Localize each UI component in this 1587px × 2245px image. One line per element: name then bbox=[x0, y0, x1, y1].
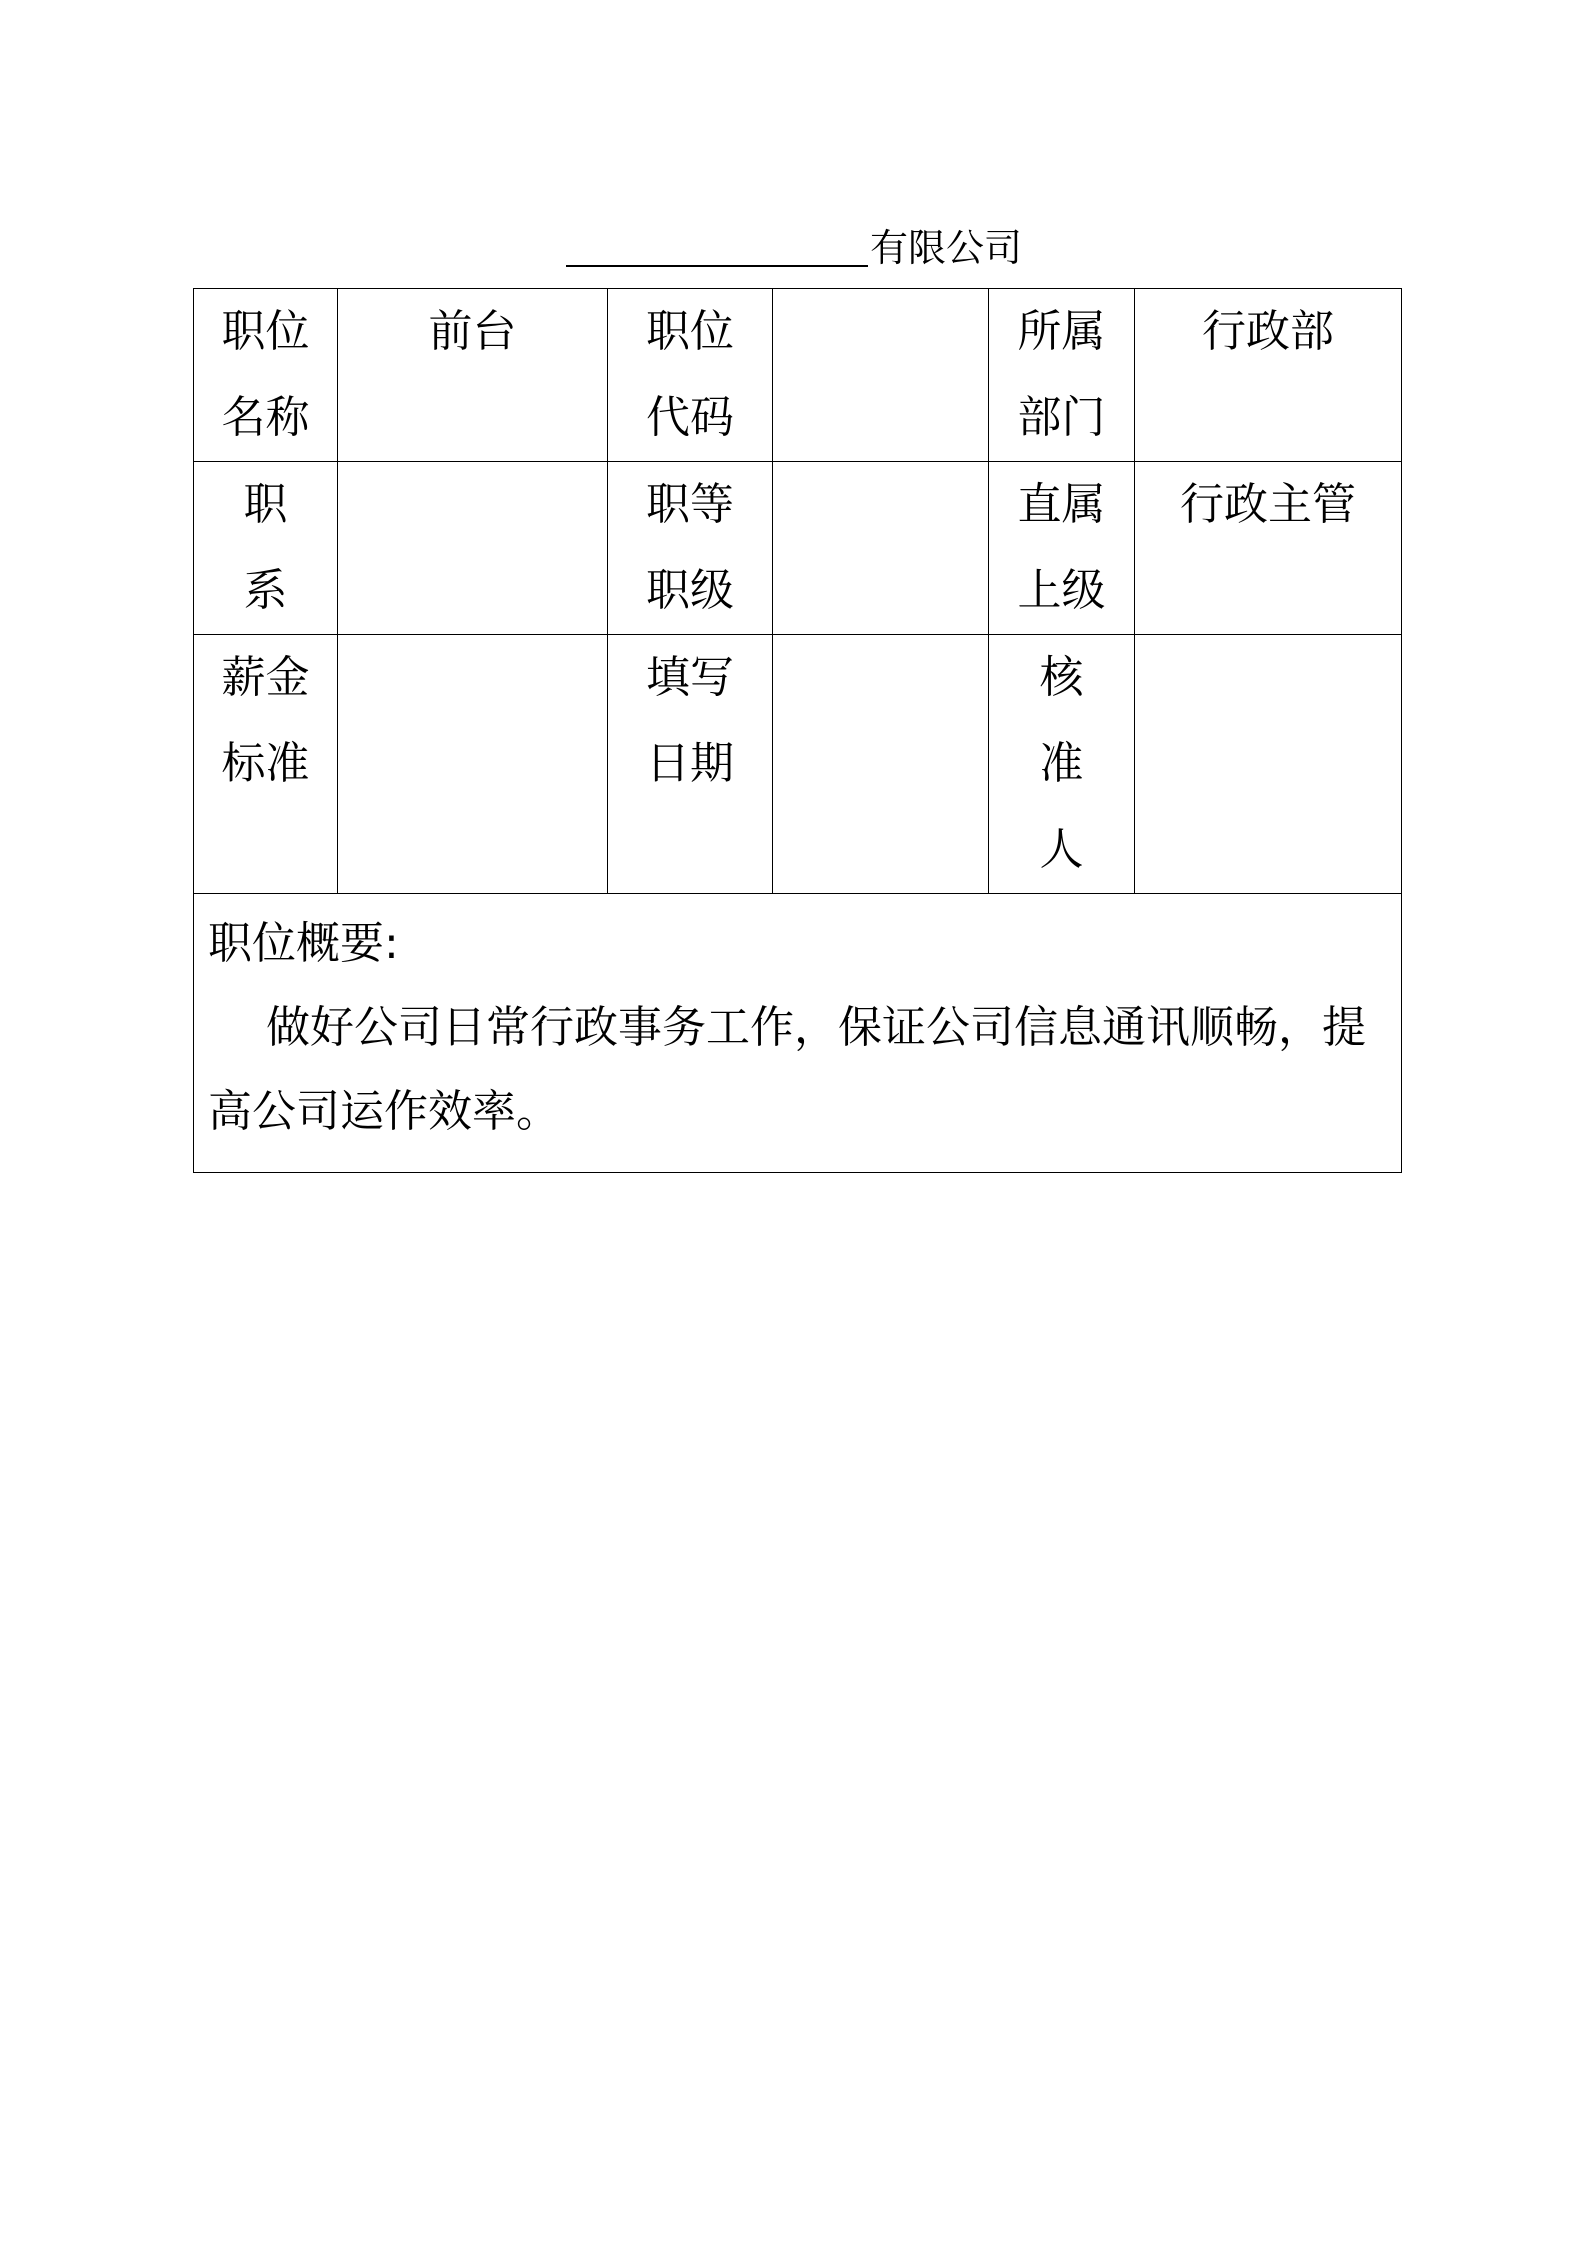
fill-date-label: 填写 日期 bbox=[608, 635, 773, 894]
position-code-label: 职位 代码 bbox=[608, 289, 773, 462]
direct-supervisor-label: 直属 上级 bbox=[989, 462, 1135, 635]
salary-standard-label: 薪金 标准 bbox=[194, 635, 338, 894]
job-family-value[interactable] bbox=[338, 462, 608, 635]
table-row bbox=[194, 289, 1402, 462]
position-summary-cell bbox=[194, 894, 1402, 1173]
table-row bbox=[194, 462, 1402, 635]
position-summary-text: 做好公司日常行政事务工作，保证公司信息通讯顺畅，提高公司运作效率。 bbox=[208, 1002, 1366, 1137]
department-label: 所属 部门 bbox=[989, 289, 1135, 462]
job-description-table bbox=[193, 288, 1402, 1173]
job-family-label: 职 系 bbox=[194, 462, 338, 635]
grade-level-label: 职等 职级 bbox=[608, 462, 773, 635]
position-name-label: 职位 名称 bbox=[194, 289, 338, 462]
table-row bbox=[194, 894, 1402, 1173]
position-name-value[interactable]: 前台 bbox=[338, 289, 608, 462]
approver-value[interactable] bbox=[1135, 635, 1402, 894]
fill-date-value[interactable] bbox=[773, 635, 989, 894]
position-code-value[interactable] bbox=[773, 289, 989, 462]
company-name-blank bbox=[566, 221, 868, 267]
grade-level-value[interactable] bbox=[773, 462, 989, 635]
table-row bbox=[194, 635, 1402, 894]
direct-supervisor-value[interactable]: 行政主管 bbox=[1135, 462, 1402, 635]
department-value[interactable]: 行政部 bbox=[1135, 289, 1402, 462]
title-suffix: 有限公司 bbox=[870, 226, 1023, 270]
position-summary-heading: 职位概要: bbox=[208, 918, 399, 969]
document-title bbox=[566, 213, 1023, 270]
approver-label: 核 准 人 bbox=[989, 635, 1135, 894]
salary-standard-value[interactable] bbox=[338, 635, 608, 894]
